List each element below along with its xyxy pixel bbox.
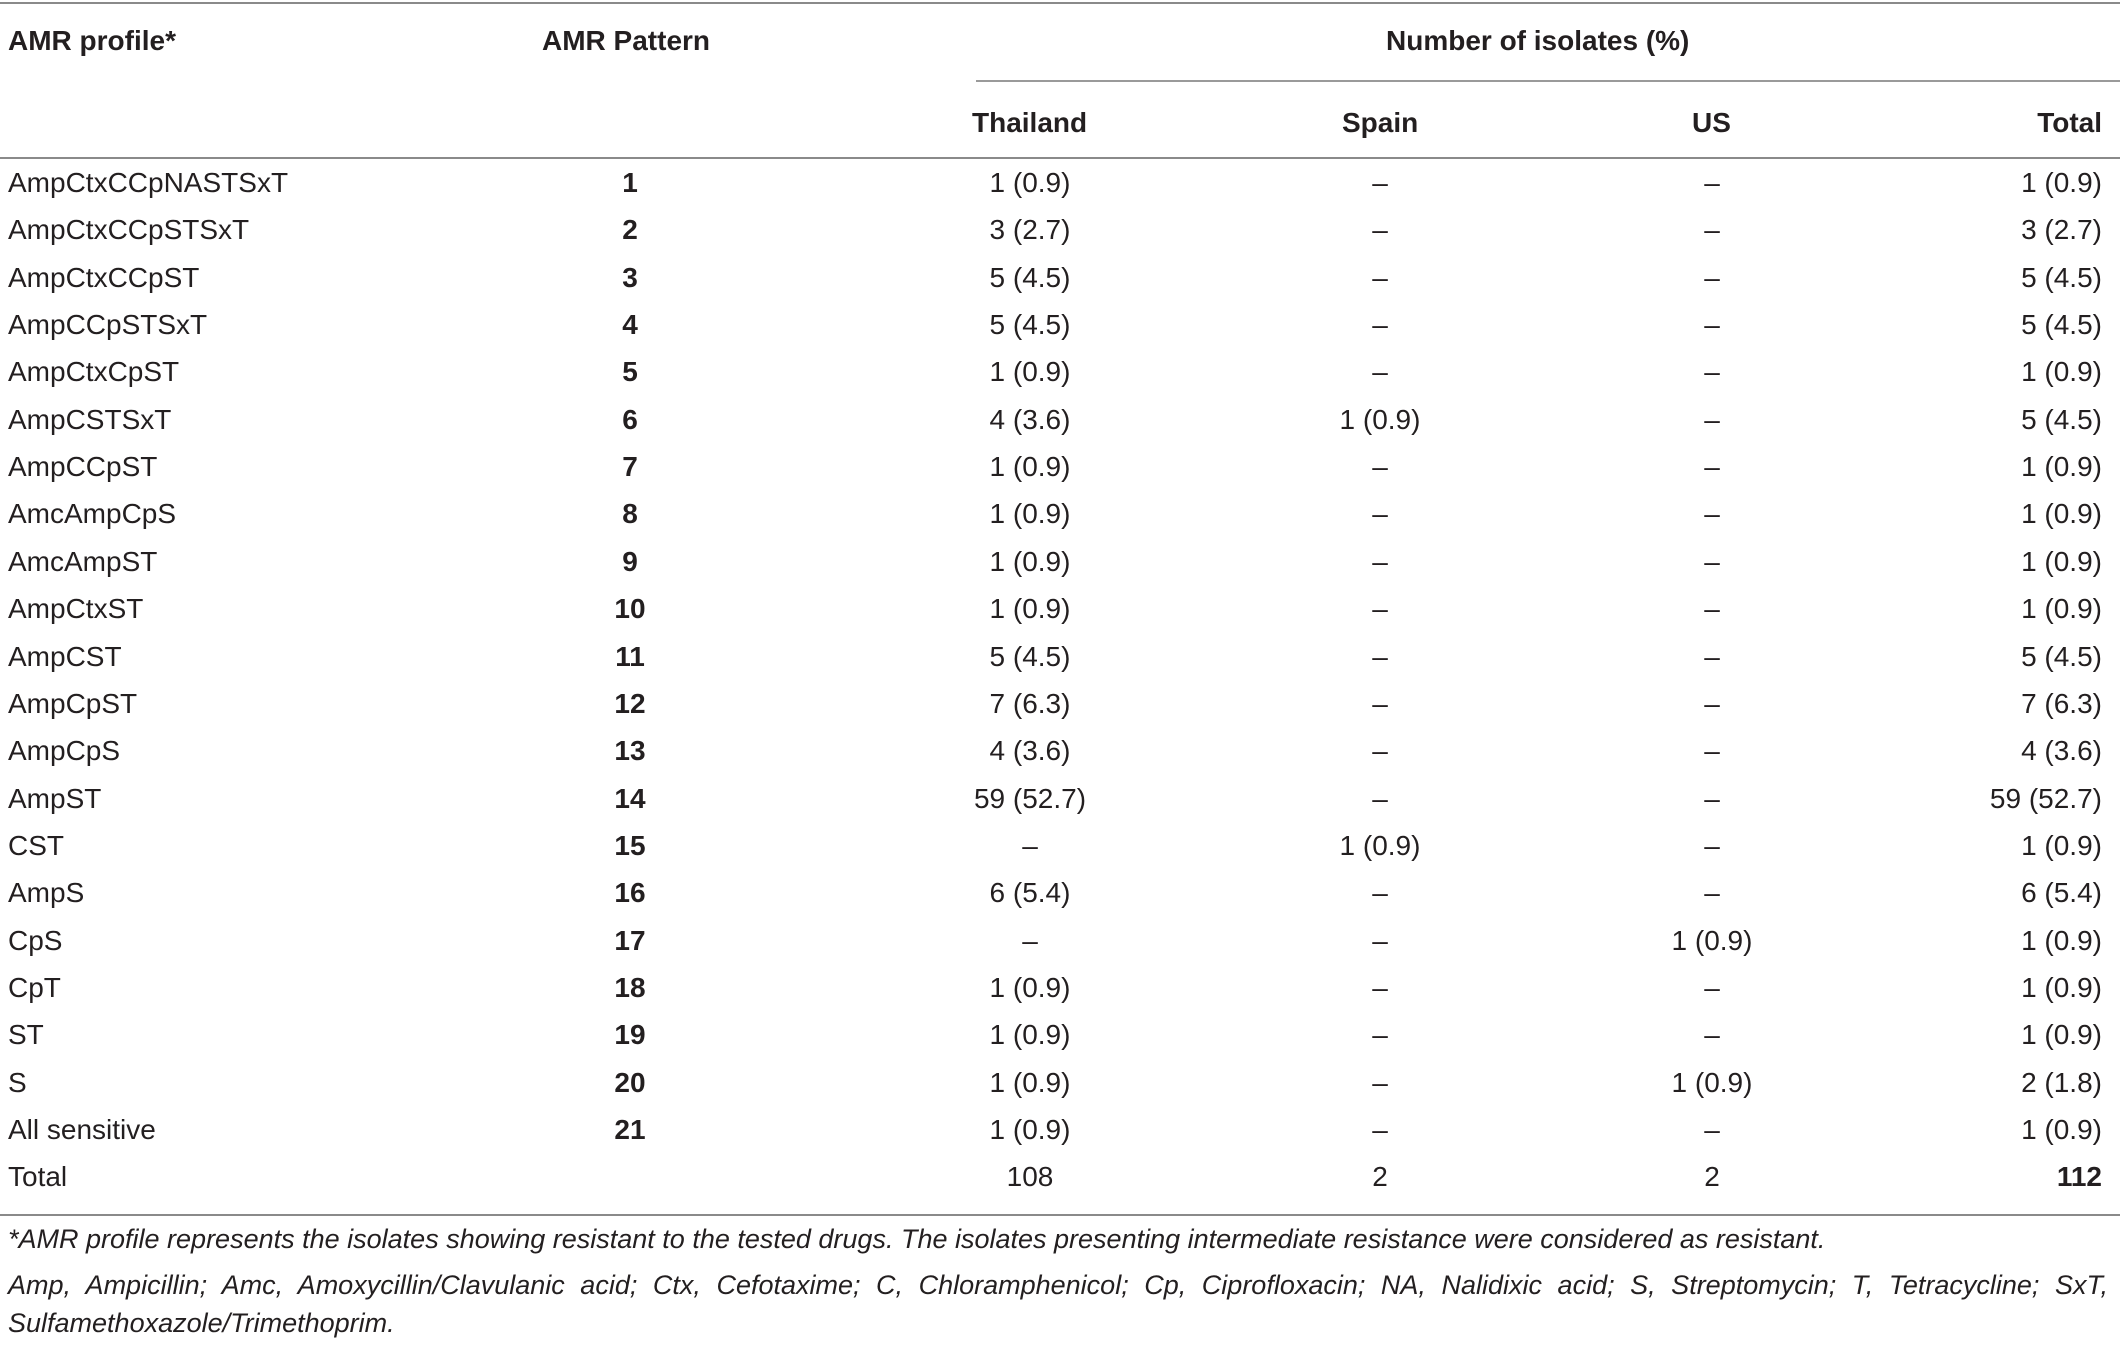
cell-spain: 1 (0.9)	[1339, 829, 1421, 861]
group-header-rule	[976, 80, 2120, 82]
header-amr-profile: AMR profile*	[8, 25, 176, 56]
table-row	[0, 917, 2120, 964]
cell-thailand: 7 (6.3)	[989, 687, 1071, 719]
cell-spain: –	[1372, 877, 1388, 909]
cell-spain: –	[1372, 687, 1388, 719]
cell-us: –	[1704, 829, 1720, 861]
cell-thailand: 4 (3.6)	[989, 403, 1071, 435]
cell-amr-pattern: 12	[614, 687, 646, 719]
cell-amr-pattern: 5	[622, 356, 638, 388]
table-row	[0, 254, 2120, 301]
cell-total: 1 (0.9)	[2021, 1019, 2102, 1051]
cell-us: –	[1704, 167, 1720, 198]
cell-thailand: 108	[1006, 1161, 1054, 1193]
cell-total: 6 (5.4)	[2021, 877, 2102, 909]
cell-thailand: 1 (0.9)	[989, 356, 1071, 388]
cell-amr-pattern: 10	[614, 593, 646, 625]
cell-us: –	[1704, 451, 1720, 483]
cell-us: –	[1704, 735, 1720, 767]
table-row	[0, 490, 2120, 537]
cell-us: 2	[1704, 1161, 1720, 1193]
cell-amr-pattern: 7	[622, 451, 638, 483]
cell-amr-profile: AmpCtxST	[8, 593, 144, 625]
cell-amr-pattern: 4	[622, 309, 638, 341]
table-row	[0, 206, 2120, 253]
header-total: Total	[2037, 107, 2102, 138]
cell-us: –	[1704, 1019, 1720, 1051]
header-amr-pattern: AMR Pattern	[542, 25, 711, 56]
cell-amr-profile: ST	[8, 1019, 44, 1051]
cell-thailand: 5 (4.5)	[989, 640, 1071, 672]
cell-amr-profile: AmpCtxCCpST	[8, 261, 200, 293]
cell-amr-pattern: 17	[614, 924, 646, 956]
cell-amr-profile: AmpCCpSTSxT	[8, 309, 208, 341]
table-row	[0, 396, 2120, 443]
cell-thailand: 1 (0.9)	[989, 498, 1071, 530]
cell-amr-profile: CpT	[8, 971, 61, 1003]
cell-amr-pattern: 20	[614, 1066, 646, 1098]
cell-thailand: 5 (4.5)	[989, 309, 1071, 341]
cell-us: –	[1704, 782, 1720, 814]
footnote-amr-profile: *AMR profile represents the isolates showing resistant to the tested drugs. The isolates presenting intermediate resistance were considered as resistant.	[8, 1224, 1826, 1254]
cell-amr-profile: AmpCtxCCpNASTSxT	[8, 167, 289, 198]
table-row	[0, 1106, 2120, 1153]
cell-amr-pattern: 16	[614, 877, 646, 909]
cell-spain: –	[1372, 1019, 1388, 1051]
cell-amr-profile: AmpCtxCpST	[8, 356, 180, 388]
cell-thailand: 1 (0.9)	[989, 1019, 1071, 1051]
cell-us: –	[1704, 640, 1720, 672]
cell-spain: –	[1372, 309, 1388, 341]
table-row	[0, 964, 2120, 1011]
table-row	[0, 633, 2120, 680]
cell-spain: –	[1372, 545, 1388, 577]
cell-thailand: 1 (0.9)	[989, 593, 1071, 625]
cell-total: 5 (4.5)	[2021, 403, 2102, 435]
cell-total: 1 (0.9)	[2021, 451, 2102, 483]
cell-amr-profile: All sensitive	[8, 1114, 156, 1145]
table-row	[0, 775, 2120, 822]
cell-total: 1 (0.9)	[2021, 971, 2102, 1003]
cell-amr-pattern: 18	[614, 971, 646, 1003]
header-spain: Spain	[1342, 107, 1419, 138]
cell-thailand: 1 (0.9)	[989, 1066, 1071, 1098]
cell-thailand: 1 (0.9)	[989, 167, 1071, 198]
table-row	[0, 348, 2120, 395]
cell-amr-pattern: 9	[622, 545, 638, 577]
cell-spain: –	[1372, 356, 1388, 388]
cell-amr-profile: AmpCSTSxT	[8, 403, 172, 435]
cell-thailand: 1 (0.9)	[989, 545, 1071, 577]
cell-spain: –	[1372, 451, 1388, 483]
cell-spain: –	[1372, 1114, 1388, 1145]
cell-total: 1 (0.9)	[2021, 167, 2102, 198]
cell-thailand: 4 (3.6)	[989, 735, 1071, 767]
cell-thailand: 5 (4.5)	[989, 261, 1071, 293]
cell-total: 1 (0.9)	[2021, 924, 2102, 956]
cell-spain: –	[1372, 167, 1388, 198]
cell-amr-pattern: 21	[614, 1114, 646, 1145]
cell-total: 1 (0.9)	[2021, 593, 2102, 625]
cell-us: –	[1704, 593, 1720, 625]
cell-amr-profile: AmpCST	[8, 640, 122, 672]
cell-us: –	[1704, 687, 1720, 719]
cell-amr-pattern: 15	[614, 829, 646, 861]
cell-us: –	[1704, 403, 1720, 435]
cell-thailand: 1 (0.9)	[989, 971, 1071, 1003]
cell-us: –	[1704, 498, 1720, 530]
cell-total: 1 (0.9)	[2021, 829, 2102, 861]
cell-total: 5 (4.5)	[2021, 640, 2102, 672]
cell-total: 1 (0.9)	[2021, 498, 2102, 530]
cell-spain: –	[1372, 261, 1388, 293]
cell-thailand: 1 (0.9)	[989, 451, 1071, 483]
cell-amr-pattern: 1	[622, 167, 638, 198]
table-row	[0, 869, 2120, 916]
cell-amr-pattern: 11	[615, 640, 645, 672]
cell-us: –	[1704, 214, 1720, 246]
cell-spain: –	[1372, 593, 1388, 625]
cell-us: –	[1704, 261, 1720, 293]
cell-total: 7 (6.3)	[2021, 687, 2102, 719]
table-bottom-rule	[0, 1214, 2120, 1216]
cell-amr-pattern: 2	[622, 214, 638, 246]
cell-total: 3 (2.7)	[2021, 214, 2102, 246]
table-row	[0, 822, 2120, 869]
cell-total: 2 (1.8)	[2021, 1066, 2102, 1098]
cell-us: –	[1704, 545, 1720, 577]
cell-us: –	[1704, 356, 1720, 388]
cell-thailand: –	[1022, 829, 1038, 861]
cell-us: 1 (0.9)	[1671, 1066, 1753, 1098]
cell-us: 1 (0.9)	[1671, 924, 1753, 956]
cell-us: –	[1704, 877, 1720, 909]
cell-thailand: 1 (0.9)	[989, 1114, 1071, 1145]
table-row	[0, 538, 2120, 585]
cell-spain: 2	[1372, 1161, 1388, 1193]
cell-spain: –	[1372, 971, 1388, 1003]
table-row	[0, 727, 2120, 774]
cell-spain: –	[1372, 640, 1388, 672]
cell-amr-profile: AmpCpST	[8, 687, 138, 719]
cell-amr-profile: CpS	[8, 924, 63, 956]
cell-total: 112	[2056, 1161, 2102, 1193]
cell-thailand: 6 (5.4)	[989, 877, 1071, 909]
cell-total: 1 (0.9)	[2021, 356, 2102, 388]
header-us: US	[1692, 107, 1731, 138]
cell-amr-profile: AmpST	[8, 782, 102, 814]
cell-amr-pattern: 19	[614, 1019, 646, 1051]
cell-us: –	[1704, 309, 1720, 341]
cell-amr-pattern: 3	[622, 261, 638, 293]
table-row	[0, 680, 2120, 727]
table-row	[0, 159, 2120, 206]
cell-spain: –	[1372, 214, 1388, 246]
table-row	[0, 1011, 2120, 1058]
cell-amr-pattern: 14	[614, 782, 646, 814]
table-row	[0, 585, 2120, 632]
cell-amr-profile: AmpCtxCCpSTSxT	[8, 214, 250, 246]
cell-us: –	[1704, 971, 1720, 1003]
cell-amr-profile: AmcAmpCpS	[8, 498, 177, 530]
table-total-row	[0, 1153, 2120, 1200]
cell-total: 1 (0.9)	[2021, 545, 2102, 577]
cell-us: –	[1704, 1114, 1720, 1145]
cell-amr-pattern: 13	[614, 735, 646, 767]
cell-amr-pattern: 6	[622, 403, 638, 435]
cell-spain: –	[1372, 782, 1388, 814]
cell-total: 1 (0.9)	[2021, 1114, 2102, 1145]
header-thailand: Thailand	[972, 107, 1088, 138]
cell-amr-pattern: 8	[622, 498, 638, 530]
cell-spain: –	[1372, 735, 1388, 767]
cell-spain: 1 (0.9)	[1339, 403, 1421, 435]
cell-thailand: 59 (52.7)	[973, 782, 1087, 814]
cell-amr-profile: AmpCCpST	[8, 451, 158, 483]
cell-spain: –	[1372, 924, 1388, 956]
cell-spain: –	[1372, 498, 1388, 530]
header-number-of-isolates: Number of isolates (%)	[1386, 25, 1690, 56]
cell-total: 5 (4.5)	[2021, 261, 2102, 293]
cell-total: 5 (4.5)	[2021, 309, 2102, 341]
table-row	[0, 301, 2120, 348]
cell-amr-profile: S	[8, 1066, 27, 1098]
cell-total: 4 (3.6)	[2021, 735, 2102, 767]
table-row	[0, 443, 2120, 490]
cell-spain: –	[1372, 1066, 1388, 1098]
footnote-abbreviations: Amp, Ampicillin; Amc, Amoxycillin/Clavulanic acid; Ctx, Cefotaxime; C, Chloramphenicol; Cp, Ciprofloxacin; NA, Nalidixic acid; S, Streptomycin; T, Tetracycline; SxT, Sulfamethoxazole/Trimethoprim.	[8, 1270, 2108, 1338]
cell-amr-profile: AmpCpS	[8, 735, 121, 767]
cell-thailand: 3 (2.7)	[989, 214, 1071, 246]
cell-amr-profile: AmcAmpST	[8, 545, 158, 577]
table-row	[0, 1059, 2120, 1106]
cell-amr-profile: CST	[8, 829, 64, 861]
cell-thailand: –	[1022, 924, 1038, 956]
cell-amr-profile: Total	[8, 1161, 68, 1193]
cell-amr-profile: AmpS	[8, 877, 85, 909]
cell-total: 59 (52.7)	[1989, 782, 2102, 814]
table-top-rule	[0, 2, 2120, 4]
